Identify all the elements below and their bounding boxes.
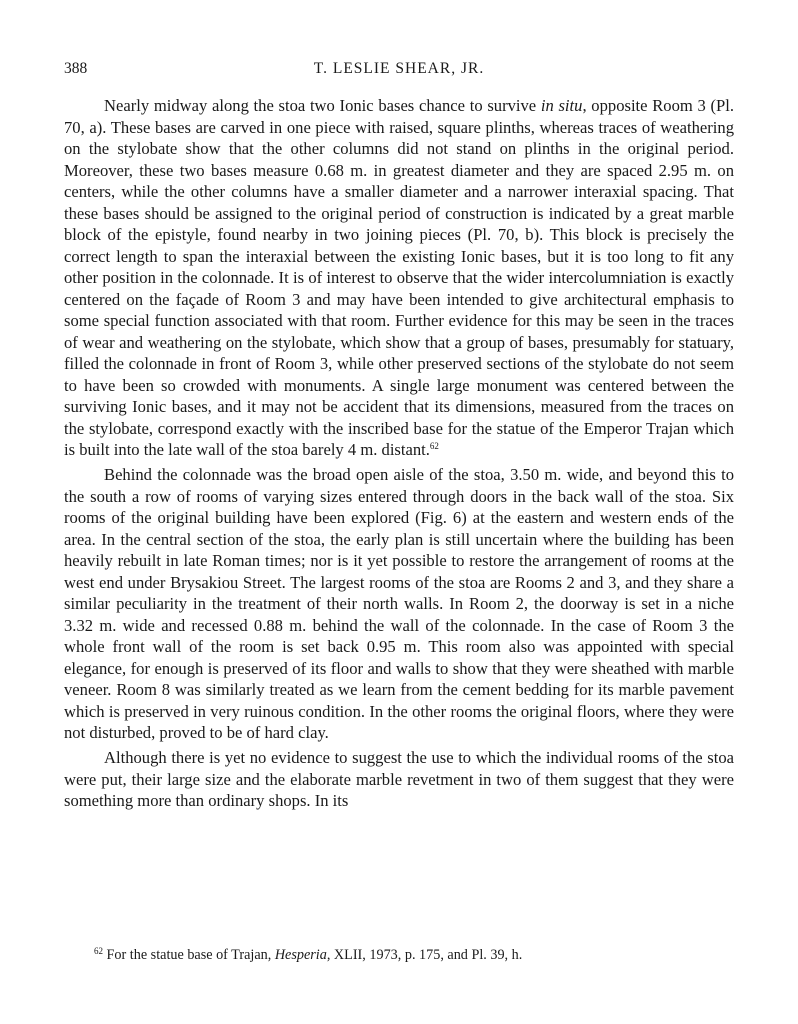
footnote	[64, 946, 734, 964]
paragraph-1-italic: in situ	[540, 96, 583, 115]
footnote-ref: 62	[429, 441, 439, 451]
paragraph-1-text-a: Nearly midway along the stoa two Ionic bases chance to survive	[104, 96, 541, 115]
page-number: 388	[64, 60, 88, 77]
running-head: T. LESLIE SHEAR, JR.	[313, 60, 485, 77]
page-header	[64, 60, 734, 82]
paragraph-2: Behind the colonnade was the broad open aisle of the stoa, 3.50 m. wide, and beyond this to the south a row of rooms of varying sizes entered through doors in the back wall of the stoa. Six rooms of the original building have been explored (Fig. 6) at the eastern and western ends of the area. In the central section of the stoa, the early plan is still uncertain where the building has been heavily rebuilt in late Roman times; nor is it yet possible to restore the arrangement of rooms at the west end under Brysakiou Street. The largest rooms of the stoa are Rooms 2 and 3, and they share a similar peculiarity in the treatment of their north walls. In Room 2, the doorway is set in a niche 3.32 m. wide and recessed 0.88 m. behind the wall of the colonnade. In the case of Room 3 the whole front wall of the room is set back 0.95 m. This room also was appointed with special elegance, for enough is preserved of its floor and walls to show that they were sheathed with marble veneer. Room 8 was similarly treated as we learn from the cement bedding for its marble pavement which is preserved in very ruinous condition. In the other rooms the original floors, where they were not disturbed, proved to be of hard clay.	[64, 465, 734, 742]
footnote-text-a: For the statue base of Trajan,	[103, 947, 275, 963]
paragraph-1-text-b: , opposite Room 3 (Pl. 70, a). These bases are carved in one piece with raised, square plinths, whereas traces of weathering on the stylobate show that the other columns did not stand on plinths in the original period. Moreover, these two bases measure 0.68 m. in greatest diameter and they are spaced 2.95 m. on centers, while the other columns have a smaller diameter and a narrower interaxial spacing. That these bases should be assigned to the original period of construction is indicated by a great marble block of the epistyle, found nearby in two joining pieces (Pl. 70, b). This block is precisely the correct length to span the interaxial between the existing Ionic bases, but it is too long to fit any other position in the colonnade. It is of interest to observe that the wider intercolumniation is exactly centered on the façade of Room 3 and may have been intended to give architectural emphasis to some special function associated with that room. Further evidence for this may be seen in the traces of wear and weathering on the stylobate, which show that a group of bases, presumably for statuary, filled the colonnade in front of Room 3, while other preserved sections of the stylobate do not seem to have been so crowded with monuments. A single large monument was centered between the surviving Ionic bases, and it may not be accident that its dimensions, measured from the traces on the stylobate, correspond exactly with the inscribed base for the statue of the Emperor Trajan which is built into the late wall of the stoa barely 4 m. distant.	[64, 96, 734, 459]
footnote-italic: Hesperia	[274, 947, 327, 963]
footnote-text-b: , XLII, 1973, p. 175, and Pl. 39, h.	[326, 947, 523, 963]
footnote-number: 62	[94, 946, 103, 956]
paragraph-3: Although there is yet no evidence to suggest the use to which the individual rooms of the stoa were put, their large size and the elaborate marble revetment in two of them suggest that they were something more than ordinary shops. In its	[64, 748, 734, 810]
paragraph-1	[64, 95, 734, 461]
body-text	[64, 95, 734, 812]
